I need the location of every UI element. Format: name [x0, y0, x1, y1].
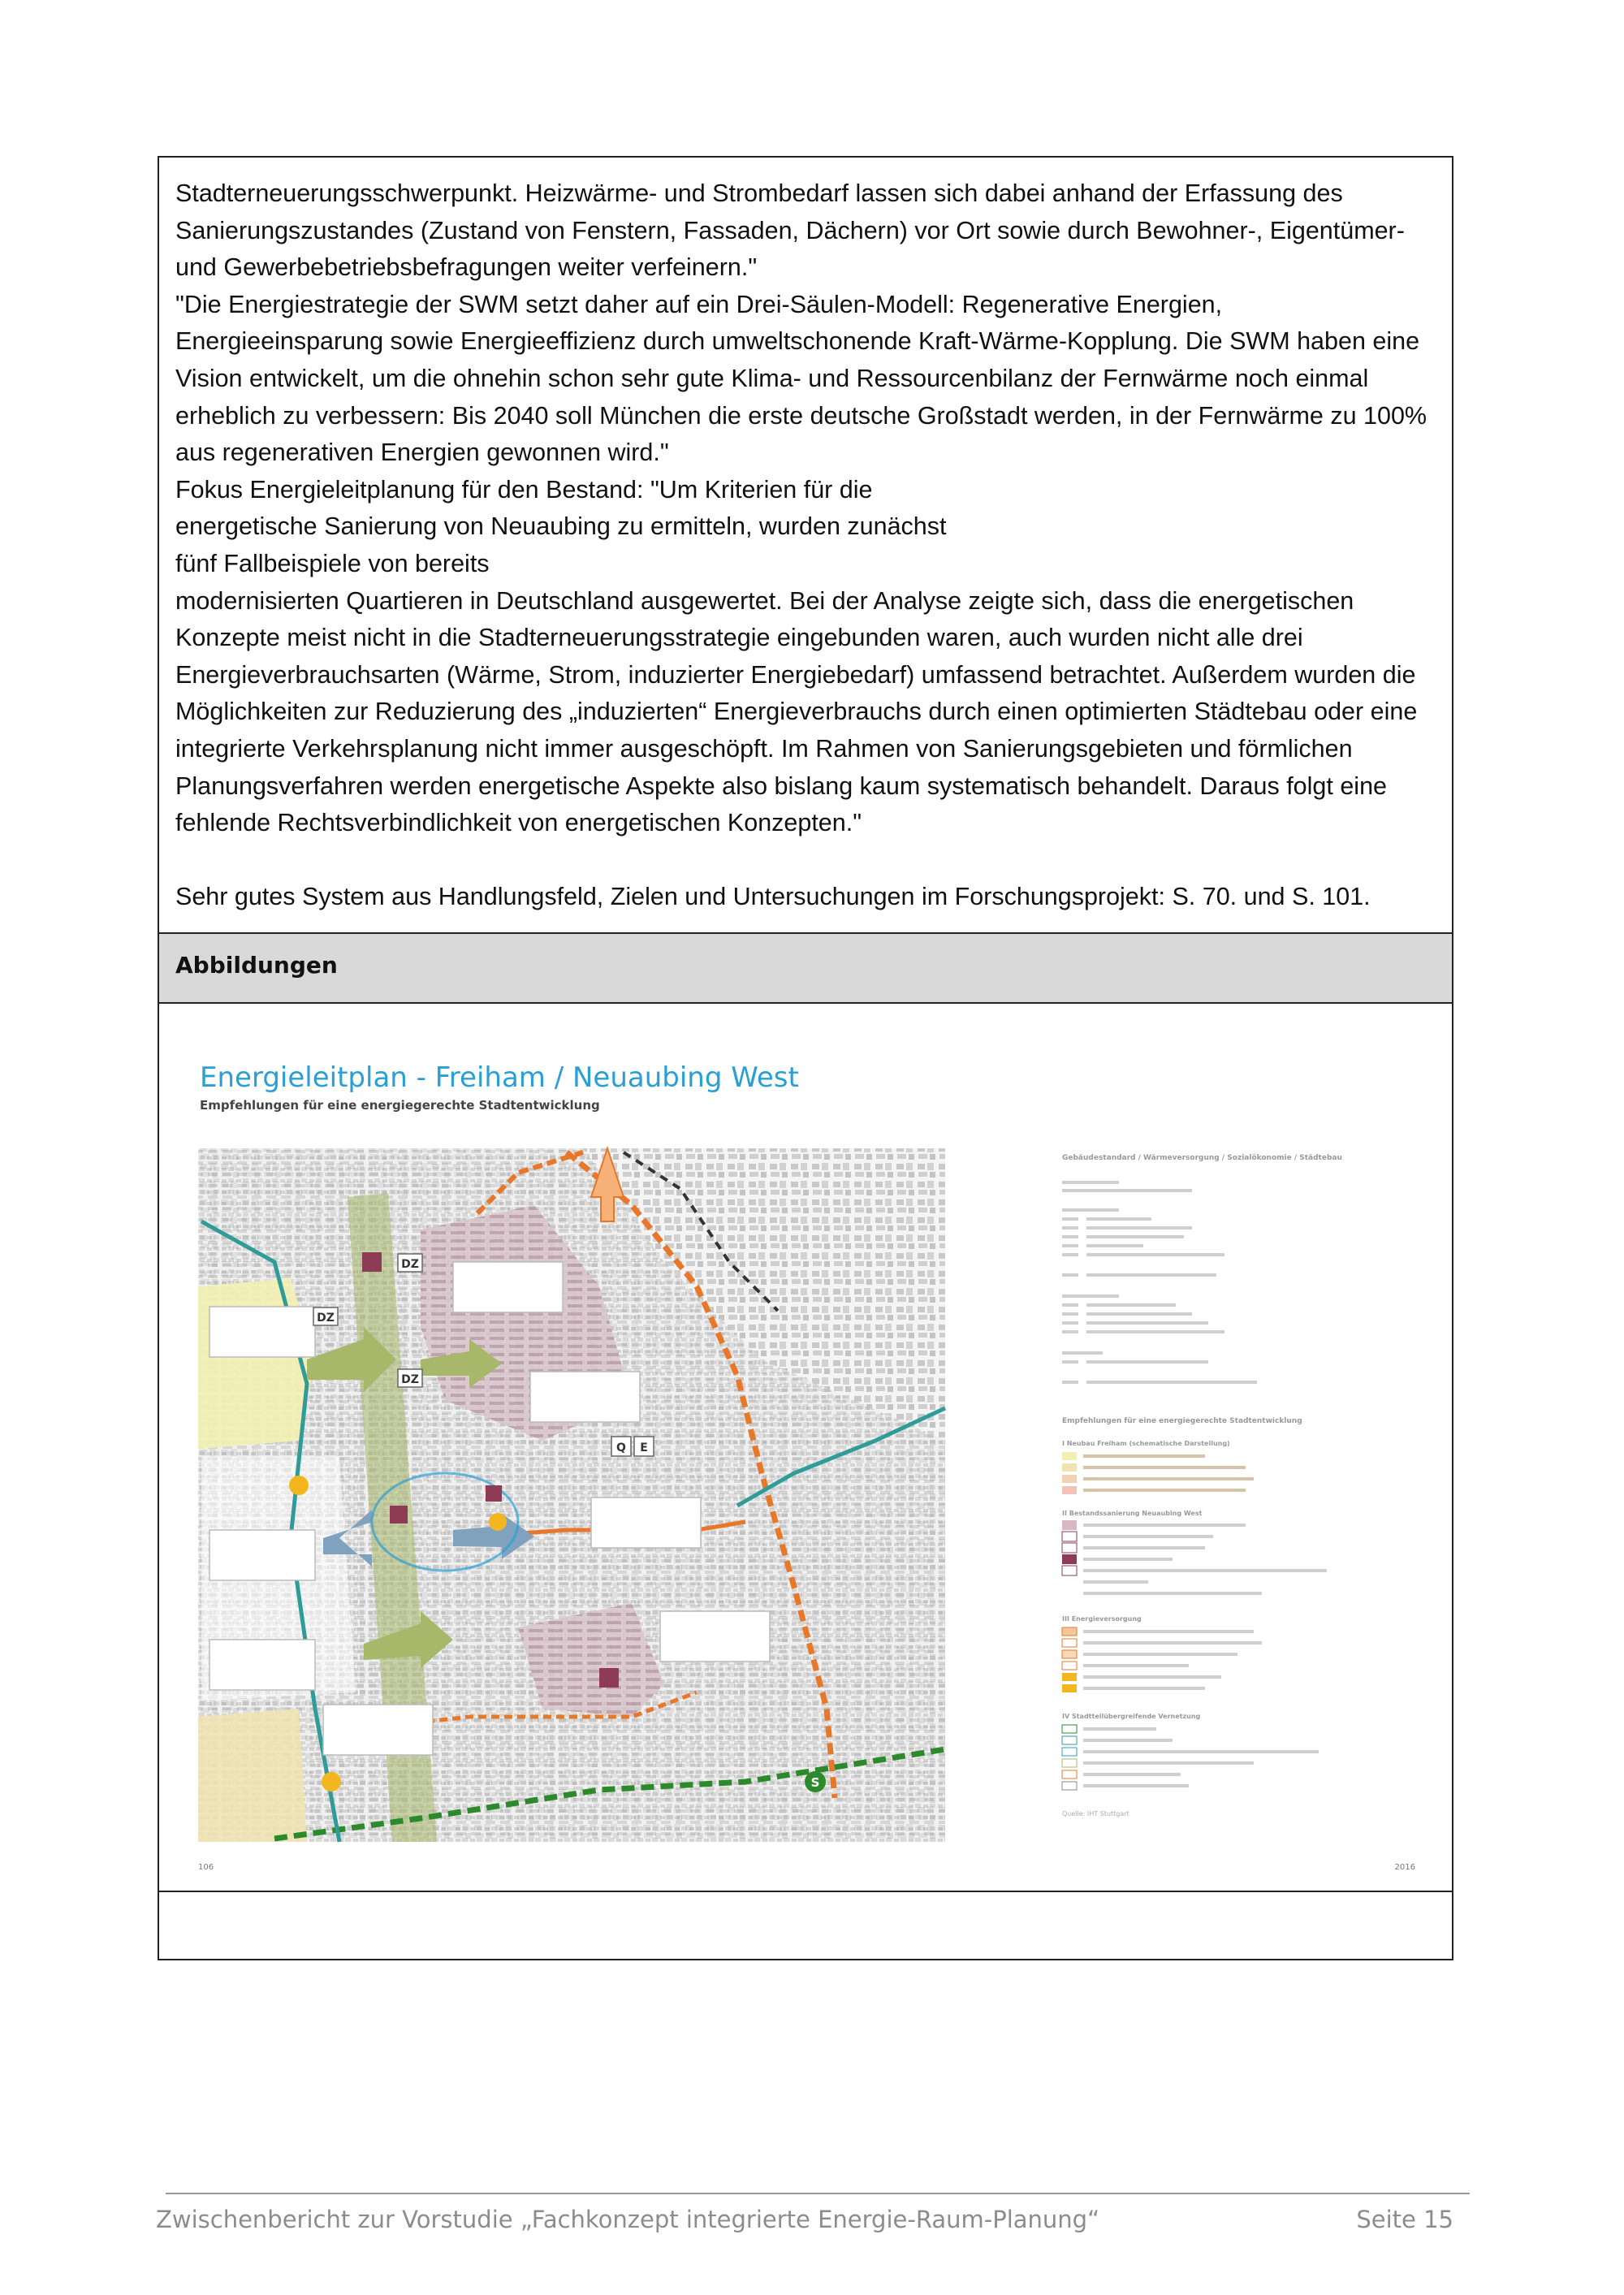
q-label: Q	[616, 1441, 626, 1454]
info-box-1	[209, 1307, 315, 1357]
map-area-yellow	[198, 1278, 315, 1449]
section-heading: Abbildungen	[159, 934, 1452, 1004]
dz-label-1: DZ	[401, 1258, 419, 1271]
marker-icon	[390, 1506, 408, 1524]
info-box-5	[209, 1530, 315, 1580]
dz-label-2: DZ	[317, 1312, 335, 1325]
e-label: E	[640, 1441, 648, 1454]
legend-heading-g1: I Neubau Freiham (schematische Darstellung)	[1062, 1440, 1230, 1447]
paragraph-gap	[175, 842, 1434, 879]
legend-swatches-3	[1062, 1627, 1077, 1692]
marker-icon	[599, 1668, 619, 1688]
empty-caption-cell	[159, 1892, 1452, 1960]
legend-text-lines-3	[1083, 1524, 1327, 1595]
energy-plan-figure	[177, 1018, 1436, 1874]
legend-heading-top: Gebäudestandard / Wärmeversorgung / Sozialökonomie / Städtebau	[1062, 1154, 1342, 1162]
paragraph-2: "Die Energiestrategie der SWM setzt daher auf ein Drei-Säulen-Modell: Regenerative Energien, Energieeinsparung sowie Energieeffizienz durch umweltschonende Kraft-Wärme-Kopplung. Die SWM haben eine Vision entwickelt, um die ohnehin schon sehr gute Klima- und Ressourcenbilanz der Fernwärme noch einmal erheblich zu verbessern: Bis 2040 soll München die erste deutsche Großstadt werden, in der Fernwärme zu 100% aus regenerativen Energien gewonnen wird."	[175, 290, 1427, 467]
info-box-7	[660, 1611, 770, 1662]
legend-text-lines-1	[1062, 1181, 1257, 1384]
map-area-yellow-south	[198, 1709, 307, 1842]
map	[198, 1148, 945, 1842]
legend-text-lines-5	[1083, 1727, 1319, 1787]
dz-label-3: DZ	[401, 1373, 419, 1386]
footer-title: Zwischenbericht zur Vorstudie „Fachkonzept integrierte Energie-Raum-Planung“	[156, 2206, 1100, 2233]
marker-icon	[486, 1485, 502, 1502]
figure-subtitle: Empfehlungen für eine energiegerechte Stadtentwicklung	[200, 1098, 600, 1113]
legend-heading-g2: II Bestandssanierung Neuaubing West	[1062, 1510, 1203, 1517]
paragraph-3b: modernisierten Quartieren in Deutschland ausgewertet. Bei der Analyse zeigte sich, dass die energetischen Konzepte meist nicht in die Stadterneuerungsstrategie eingebunden waren, auch wurden nicht alle drei Energieverbrauchsarten (Wärme, Strom, induzierter Energiebedarf) umfassend betrachtet. Außerdem wurden die Möglichkeiten zur Reduzierung des „induzierten“ Energieverbrauchs durch einen optimierten Städtebau oder eine integrierte Verkehrsplanung nicht immer ausgeschöpft. Im Rahmen von Sanierungsgebieten und förmlichen Planungsverfahren werden energetische Aspekte also bislang kaum systematisch behandelt. Daraus folgt eine fehlende Rechtsverbindlichkeit von energetischen Konzepten."	[175, 586, 1418, 837]
marker-icon	[362, 1252, 382, 1272]
figure-cell	[159, 1004, 1452, 1892]
quote-text-cell	[159, 158, 1452, 934]
info-box-3	[530, 1372, 640, 1422]
info-box-8	[323, 1705, 433, 1755]
paragraph-1: Stadterneuerungsschwerpunkt. Heizwärme- und Strombedarf lassen sich dabei anhand der Erfassung des Sanierungszustandes (Zustand von Fenstern, Fassaden, Dächern) vor Ort sowie durch Bewohner-, Eigentümer- und Gewerbebetriebsbefragungen weiter verfeinern."	[175, 179, 1405, 282]
legend-swatch	[1062, 1486, 1077, 1494]
info-box-2	[453, 1262, 563, 1312]
legend-swatch	[1062, 1463, 1077, 1472]
legend-heading-g4: IV Stadtteilübergreifende Vernetzung	[1062, 1713, 1201, 1720]
legend	[1062, 1154, 1342, 1817]
legend-text-lines-2	[1083, 1454, 1254, 1492]
footer-page-number: Seite 15	[1356, 2206, 1453, 2233]
energy-plan-svg	[177, 1018, 1436, 1874]
info-box-4	[591, 1498, 701, 1548]
legend-credit: Quelle: IHT Stuttgart	[1062, 1810, 1129, 1817]
s-bahn-label: S	[810, 1775, 820, 1790]
legend-swatch	[1062, 1475, 1077, 1483]
paragraph-3a: Fokus Energieleitplanung für den Bestand: "Um Kriterien für die energetische Sanierung von Neuaubing zu ermitteln, wurden zunächst fünf Fallbeispiele von bereits	[175, 475, 947, 577]
legend-swatches-2	[1062, 1520, 1077, 1575]
marker-yellow-icon	[322, 1772, 341, 1791]
legend-text-lines-4	[1083, 1630, 1262, 1690]
marker-yellow-icon	[289, 1476, 309, 1495]
figure-page-right: 2016	[1394, 1863, 1415, 1872]
footer-rule	[166, 2193, 1470, 2194]
marker-yellow-icon	[489, 1513, 507, 1531]
figure-page-left: 106	[198, 1863, 214, 1872]
legend-swatch	[1062, 1452, 1077, 1460]
figure-title: Energieleitplan - Freiham / Neuaubing West	[200, 1061, 799, 1094]
paragraph-4: Sehr gutes System aus Handlungsfeld, Zielen und Untersuchungen im Forschungsprojekt: S. 70. und S. 101.	[175, 882, 1371, 910]
table-frame	[158, 156, 1453, 1960]
legend-heading-section2: Empfehlungen für eine energiegerechte Stadtentwicklung	[1062, 1417, 1302, 1425]
legend-heading-g3: III Energieversorgung	[1062, 1615, 1142, 1623]
legend-swatches-4	[1062, 1725, 1077, 1790]
info-box-6	[209, 1640, 315, 1690]
